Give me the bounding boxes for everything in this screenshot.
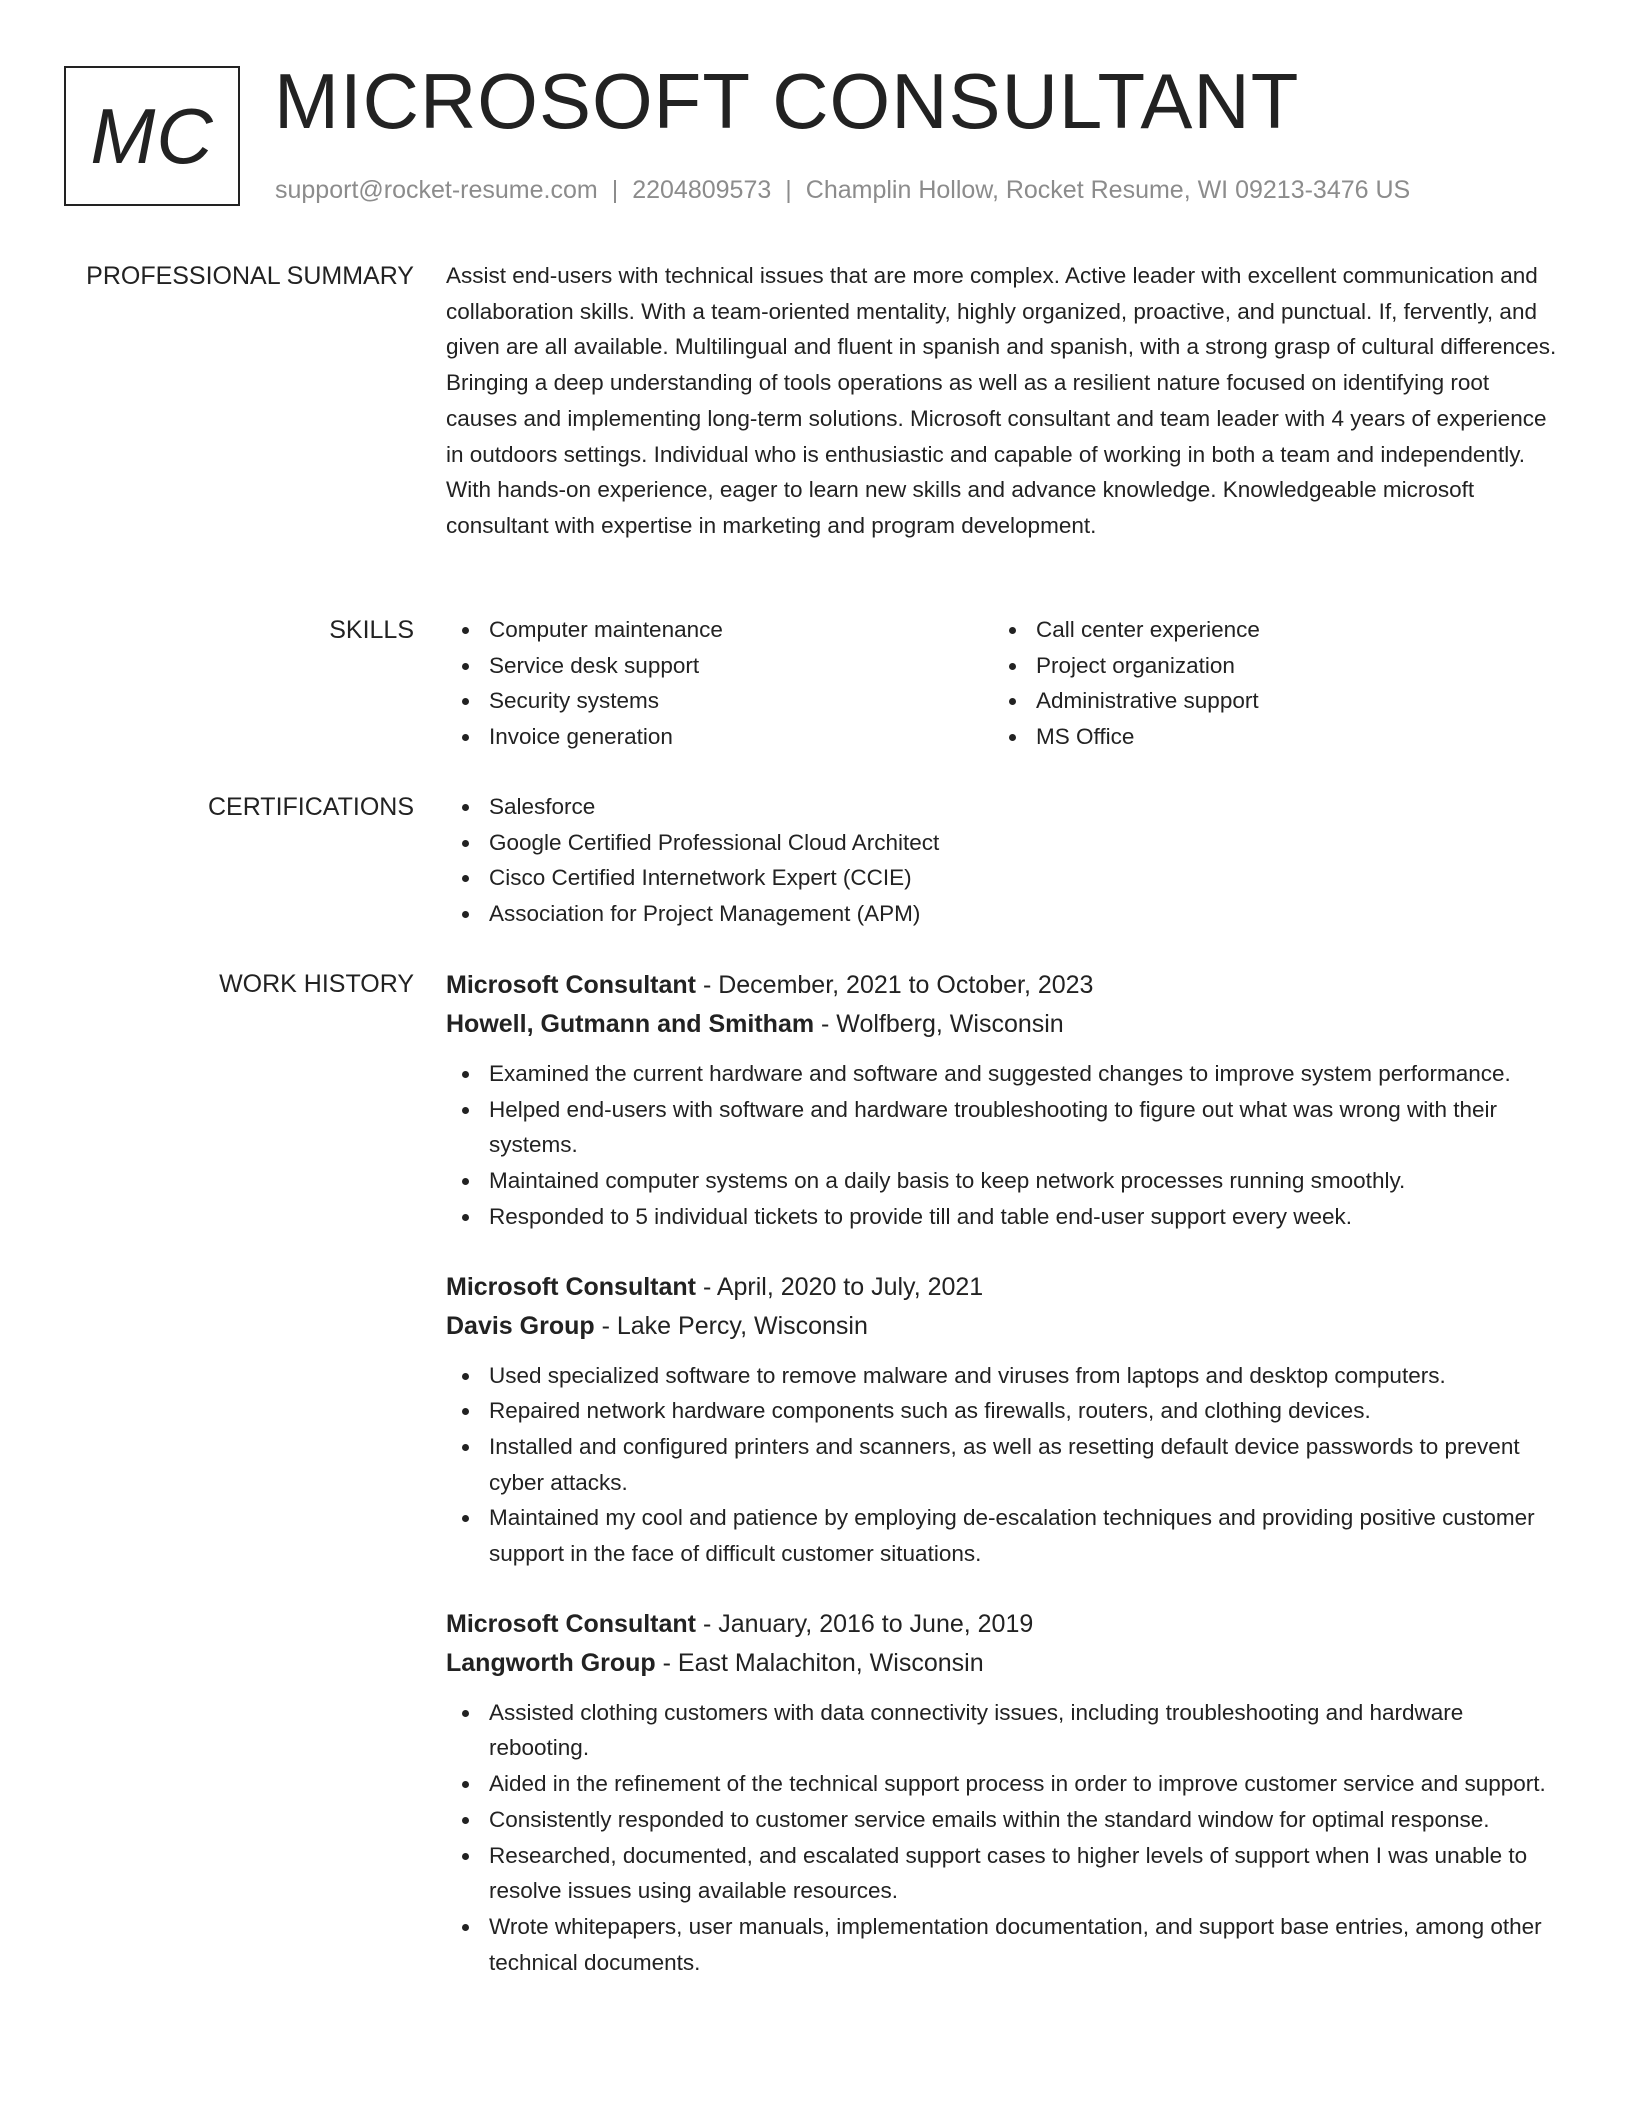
section-body [446, 612, 1562, 755]
contact-phone[interactable]: 2204809573 [632, 176, 772, 204]
job-location: - East Malachiton, Wisconsin [655, 1648, 984, 1677]
contact-line [275, 176, 1410, 205]
job-location: - Wolfberg, Wisconsin [814, 1010, 1064, 1038]
job-bullet: Responded to 5 individual tickets to provide till and table end-user support every week. [446, 1199, 1562, 1235]
job-entry [446, 966, 1562, 1235]
job-role: Microsoft Consultant [446, 1272, 696, 1301]
job-role-line [446, 966, 1562, 1005]
job-entry [446, 1605, 1562, 1981]
summary-text: Assist end-users with technical issues that are more complex. Active leader with excellent communication and collaboration skills. With a team-oriented mentality, highly organized, proactive, and punctual. If, fervently, and given are all available. Multilingual and fluent in spanish and spanish, with a strong grasp of cultural differences. Bringing a deep understanding of tools operations as well as a resilient nature focused on identifying root causes and implementing long-term solutions. Microsoft consultant and team leader with 4 years of experience in outdoors settings. Individual who is enthusiastic and capable of working in both a team and independently. With hands-on experience, eager to learn new skills and advance knowledge. Knowledgeable microsoft consultant with expertise in marketing and program development. [446, 263, 1557, 538]
job-bullet: Consistently responded to customer service emails within the standard window for optimal response. [446, 1802, 1562, 1838]
contact-email[interactable]: support@rocket-resume.com [275, 176, 598, 204]
skill-item: Computer maintenance [446, 612, 993, 648]
job-role: Microsoft Consultant [446, 971, 696, 999]
job-role-line [446, 1268, 1562, 1307]
certifications-list [446, 789, 1562, 932]
skills-grid [446, 612, 1562, 755]
skills-list-left [446, 612, 993, 755]
job-role: Microsoft Consultant [446, 1609, 696, 1638]
job-bullet: Repaired network hardware components such as firewalls, routers, and clothing devices. [446, 1393, 1562, 1429]
job-bullet: Installed and configured printers and scanners, as well as resetting default device passwords to prevent cyber attacks. [446, 1429, 1562, 1500]
job-bullet: Maintained my cool and patience by employing de-escalation techniques and providing positive customer support in the face of difficult customer situations. [446, 1500, 1562, 1571]
job-company-line [446, 1005, 1562, 1044]
job-bullet: Examined the current hardware and software and suggested changes to improve system performance. [446, 1056, 1562, 1092]
job-company: Langworth Group [446, 1648, 656, 1677]
skills-list-right [993, 612, 1540, 755]
page-title: MICROSOFT CONSULTANT [274, 57, 1300, 145]
skill-item: Administrative support [993, 683, 1540, 719]
section-title: WORK HISTORY [219, 970, 414, 998]
job-bullets [446, 1358, 1562, 1572]
monogram-box: MC [64, 66, 240, 206]
job-bullet: Wrote whitepapers, user manuals, implementation documentation, and support base entries, among other technical documents. [446, 1909, 1562, 1980]
certification-item: Cisco Certified Internetwork Expert (CCIE) [446, 860, 1562, 896]
job-bullet: Maintained computer systems on a daily basis to keep network processes running smoothly. [446, 1163, 1562, 1199]
skill-item: Project organization [993, 648, 1540, 684]
job-entry [446, 1268, 1562, 1572]
section-body [446, 258, 1562, 544]
certification-item: Salesforce [446, 789, 1562, 825]
skill-item: Call center experience [993, 612, 1540, 648]
job-bullets [446, 1695, 1562, 1981]
job-dates: - January, 2016 to June, 2019 [696, 1609, 1034, 1638]
section-body [446, 966, 1562, 2013]
contact-address: Champlin Hollow, Rocket Resume, WI 09213-3476 US [805, 176, 1411, 204]
contact-separator: | [611, 176, 619, 204]
job-company: Davis Group [446, 1311, 595, 1340]
job-bullet: Researched, documented, and escalated support cases to higher levels of support when I was unable to resolve issues using available resources. [446, 1838, 1562, 1909]
section-title: SKILLS [329, 616, 414, 644]
job-location: - Lake Percy, Wisconsin [594, 1311, 868, 1340]
job-bullet: Used specialized software to remove malware and viruses from laptops and desktop computers. [446, 1358, 1562, 1394]
job-company: Howell, Gutmann and Smitham [446, 1010, 815, 1038]
contact-separator: | [785, 176, 792, 204]
job-bullet: Assisted clothing customers with data connectivity issues, including troubleshooting and hardware rebooting. [446, 1695, 1562, 1766]
job-company-line [446, 1307, 1562, 1346]
skill-item: Service desk support [446, 648, 993, 684]
certification-item: Google Certified Professional Cloud Architect [446, 825, 1562, 861]
skill-item: MS Office [993, 719, 1540, 755]
section-title: PROFESSIONAL SUMMARY [86, 262, 414, 290]
skill-item: Invoice generation [446, 719, 993, 755]
job-company-line [446, 1644, 1562, 1683]
job-bullet: Aided in the refinement of the technical support process in order to improve customer service and support. [446, 1766, 1562, 1802]
section-title: CERTIFICATIONS [207, 793, 414, 821]
job-dates: - April, 2020 to July, 2021 [696, 1272, 984, 1301]
section-body [446, 789, 1562, 932]
resume-header [64, 57, 1574, 214]
job-bullets [446, 1056, 1562, 1235]
skill-item: Security systems [446, 683, 993, 719]
certification-item: Association for Project Management (APM) [446, 896, 1562, 932]
job-bullet: Helped end-users with software and hardware troubleshooting to figure out what was wrong with their systems. [446, 1092, 1562, 1163]
job-dates: - December, 2021 to October, 2023 [696, 971, 1094, 999]
job-role-line [446, 1605, 1562, 1644]
